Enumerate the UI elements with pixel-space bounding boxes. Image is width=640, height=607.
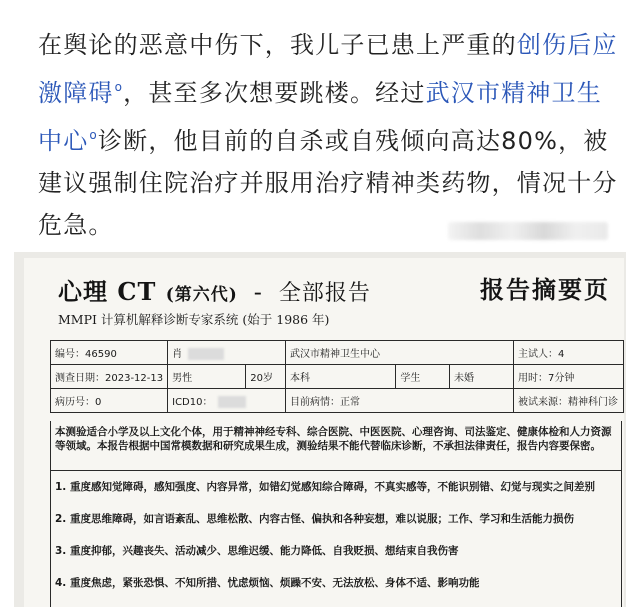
patient-info-table — [50, 340, 624, 413]
report-dash: - — [253, 278, 263, 306]
redaction-blur — [188, 348, 224, 360]
info-examiner: 主试人：4 — [514, 341, 624, 365]
article-text-3: 诊断，他目前的自杀或自残倾向高达80%，被建议强制住院治疗并服用治疗精神类药物，情况十分危急。 — [38, 127, 618, 239]
search-icon: ο — [114, 80, 124, 94]
finding-item: 1. 重度感知觉障碍，感知强度、内容异常，如错幻觉感知综合障碍，不真实感等，不能识别错、幻觉与现实之间差别 — [55, 481, 595, 493]
info-marital: 未婚 — [450, 365, 514, 389]
info-name: 肖 — [172, 349, 183, 360]
info-occupation: 学生 — [396, 365, 450, 389]
info-education: 本科 — [285, 365, 395, 389]
info-history: 病历号：0 — [51, 389, 168, 413]
article-text-1: 在舆论的恶意中伤下，我儿子已患上严重的 — [38, 31, 517, 59]
info-age: 20岁 — [246, 365, 286, 389]
findings-box — [50, 470, 622, 607]
report-note: 本测验适合小学及以上文化个体，用于精神神经专科、综合医院、中医医院、心理咨询、司法鉴定、健康体检和人力资源等领域。本报告根据中国常模数据和研究成果生成，测验结果不能代替临床诊断，不承担法律责任，报告内容要保密。 — [50, 421, 622, 471]
report-full-label: 全部报告 — [278, 281, 371, 306]
info-id: 编号：46590 — [51, 341, 168, 365]
search-icon: ο — [89, 128, 98, 142]
redaction-blur — [218, 396, 246, 408]
info-hospital: 武汉市精神卫生中心 — [285, 341, 513, 365]
blurred-watermark — [448, 222, 608, 240]
center-link-label: 武汉市精神卫生中心 — [38, 79, 602, 155]
info-icd-cell — [168, 389, 286, 413]
article-text-area — [0, 0, 640, 252]
info-current-illness: 目前病情：正常 — [285, 389, 513, 413]
table-row — [51, 341, 624, 365]
finding-item: 4. 重度焦虑，紧张恐惧、不知所措、忧虑烦恼、烦躁不安、无法放松、身体不适、影响功能 — [55, 577, 480, 589]
info-source: 被试来源：精神科门诊 — [514, 389, 624, 413]
finding-item: 2. 重度思维障碍，如言语紊乱、思维松散、内容古怪、偏执和各种妄想，难以说服；工作、学习和生活能力损伤 — [55, 513, 574, 525]
info-icd: ICD10： — [172, 397, 213, 408]
info-name-cell — [168, 341, 286, 365]
report-generation: (第六代) — [165, 285, 238, 305]
finding-item: 3. 重度抑郁，兴趣丧失、活动减少、思维迟缓、能力降低、自我贬损、想结束自我伤害 — [55, 545, 459, 557]
info-gender: 男性 — [168, 365, 246, 389]
report-title-main: 心理 CT — [58, 277, 157, 306]
info-duration: 用时：7分钟 — [514, 365, 624, 389]
article-paragraph — [38, 24, 618, 246]
info-date: 测查日期：2023-12-13 — [51, 365, 168, 389]
ptsd-link-label: 创伤后应激障碍 — [38, 31, 618, 107]
report-paper — [24, 258, 624, 607]
report-title — [58, 272, 371, 307]
table-row — [51, 365, 624, 389]
article-text-2: ，甚至多次想要跳楼。经过 — [123, 79, 426, 107]
report-photo — [14, 252, 626, 607]
report-summary-label: 报告摘要页 — [480, 275, 610, 304]
table-row — [51, 389, 624, 413]
report-subtitle: MMPI 计算机解释诊断专家系统 (始于 1986 年) — [58, 312, 330, 327]
